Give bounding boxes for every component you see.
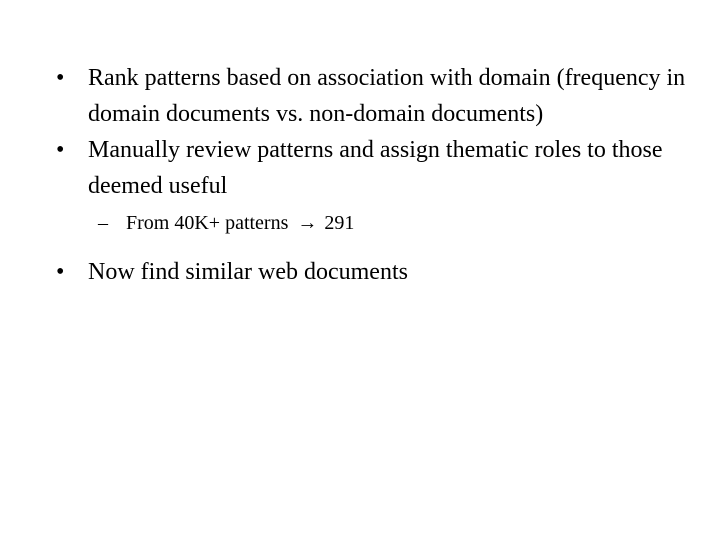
bullet-text: Now find similar web documents	[88, 259, 408, 285]
sub-bullet-item-pattern-count	[98, 208, 696, 238]
sub-bullet-marker: –	[98, 212, 108, 234]
bullet-text: Rank patterns based on association with domain (frequency in domain documents vs. non-domain documents)	[88, 65, 686, 127]
sub-bullet-list	[88, 208, 696, 238]
bullet-item-rank-patterns	[56, 60, 696, 132]
bullet-item-manual-review	[56, 132, 696, 238]
bullet-marker: •	[56, 259, 65, 285]
bullet-marker: •	[56, 137, 65, 163]
bullet-item-find-web-documents	[56, 254, 696, 290]
sub-bullet-text-after: 291	[324, 212, 355, 234]
arrow-right-icon: →	[297, 212, 318, 234]
bullet-text: Manually review patterns and assign thematic roles to those deemed useful	[88, 137, 663, 199]
sub-bullet-text-before: From 40K+ patterns	[126, 212, 289, 234]
bullet-marker: •	[56, 65, 65, 91]
bullet-list	[56, 60, 696, 290]
